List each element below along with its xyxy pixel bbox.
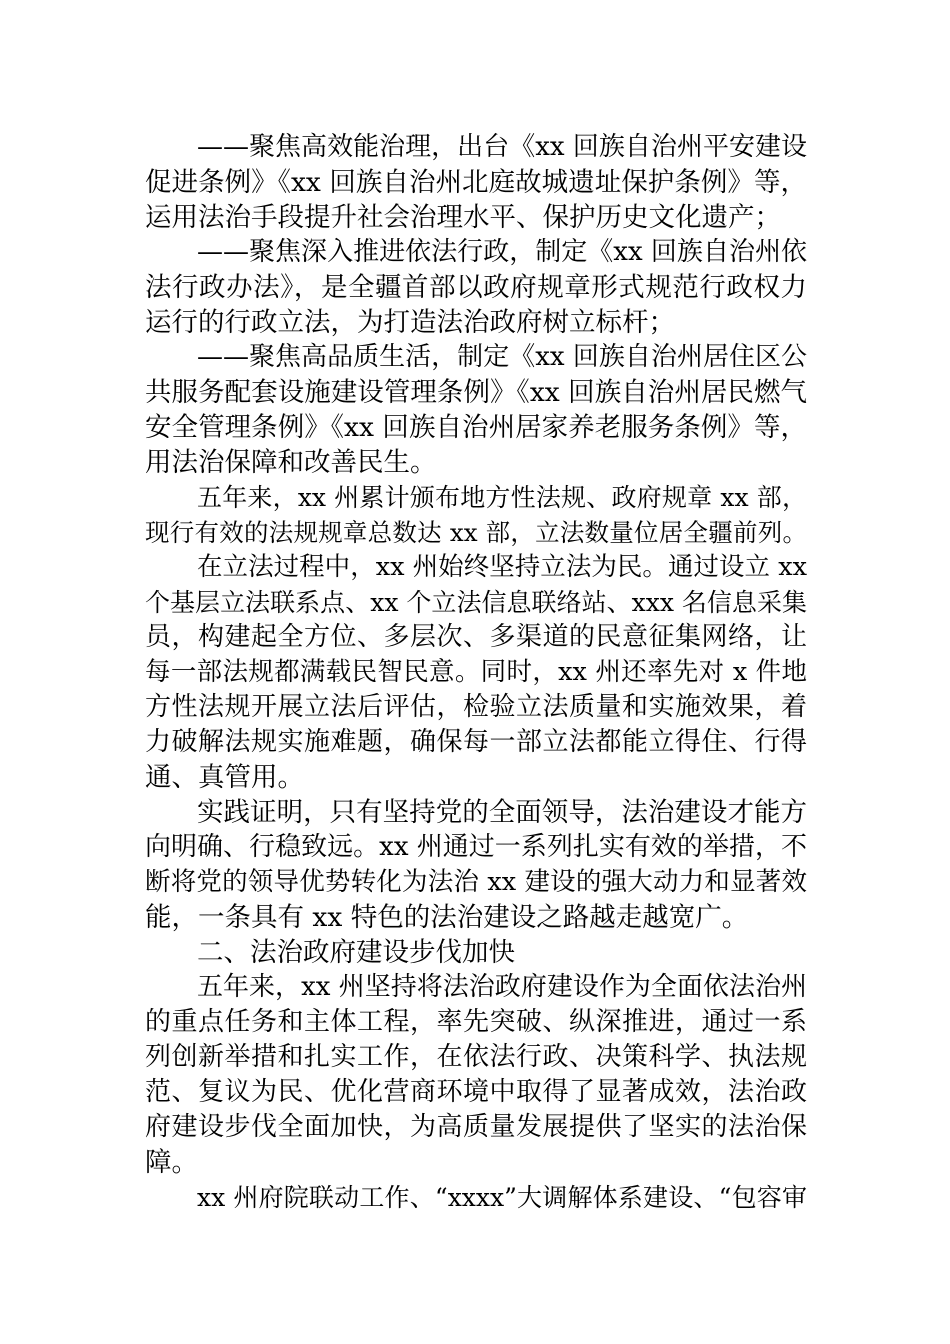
text-line: 在立法过程中，xx 州始终坚持立法为民。通过设立 xx (197, 552, 807, 582)
text-line: 共服务配套设施建设管理条例》《xx 回族自治州居民燃气 (145, 377, 807, 408)
text-line: 五年来，xx 州累计颁布地方性法规、政府规章 xx 部， (197, 483, 807, 512)
text-line: 向明确、行稳致远。xx 州通过一系列扎实有效的举措，不 (145, 832, 807, 862)
text-line: 五年来，xx 州坚持将法治政府建设作为全面依法治州 (197, 972, 807, 1002)
text-line: 断将党的领导优势转化为法治 xx 建设的强大动力和显著效 (145, 867, 807, 897)
text-line: 个基层立法联系点、xx 个立法信息联络站、xxx 名信息采集 (145, 588, 807, 617)
text-line: 能，一条具有 xx 特色的法治建设之路越走越宽广。 (145, 902, 749, 933)
text-line: 用法治保障和改善民生。 (145, 447, 437, 478)
text-line: ——聚焦深入推进依法行政，制定《xx 回族自治州依 (197, 237, 807, 267)
text-line: 员，构建起全方位、多层次、多渠道的民意征集网络，让 (145, 622, 807, 652)
text-line: 实践证明，只有坚持党的全面领导，法治建设才能方 (197, 797, 807, 828)
text-line: 的重点任务和主体工程，率先突破、纵深推进，通过一系 (145, 1007, 807, 1037)
text-line: 现行有效的法规规章总数达 xx 部，立法数量位居全疆前列。 (145, 518, 807, 547)
text-line: 方性法规开展立法后评估，检验立法质量和实施效果，着 (145, 692, 807, 722)
text-line: 通、真管用。 (145, 762, 304, 793)
text-line: 每一部法规都满载民智民意。同时，xx 州还率先对 x 件地 (145, 657, 807, 687)
text-line: xx 州府院联动工作、“xxxx”大调解体系建设、“包容审 (197, 1183, 807, 1212)
text-line: 力破解法规实施难题，确保每一部立法都能立得住、行得 (145, 727, 807, 757)
text-line: ——聚焦高效能治理，出台《xx 回族自治州平安建设 (197, 132, 807, 162)
text-line: 府建设步伐全面加快，为高质量发展提供了坚实的法治保 (145, 1112, 807, 1142)
text-line: 运行的行政立法，为打造法治政府树立标杆； (145, 307, 675, 338)
text-line: 运用法治手段提升社会治理水平、保护历史文化遗产； (145, 202, 781, 233)
text-line: ——聚焦高品质生活，制定《xx 回族自治州居住区公 (197, 342, 807, 372)
text-line: 安全管理条例》《xx 回族自治州居家养老服务条例》等， (145, 412, 807, 443)
text-line: 列创新举措和扎实工作，在依法行政、决策科学、执法规 (145, 1042, 807, 1072)
text-line: 法行政办法》，是全疆首部以政府规章形式规范行政权力 (145, 272, 807, 303)
text-line: 障。 (145, 1147, 198, 1178)
text-line: 促进条例》《xx 回族自治州北庭故城遗址保护条例》等， (145, 167, 807, 198)
section-heading: 二、法治政府建设步伐加快 (197, 937, 515, 968)
text-line: 范、复议为民、优化营商环境中取得了显著成效，法治政 (145, 1077, 807, 1107)
